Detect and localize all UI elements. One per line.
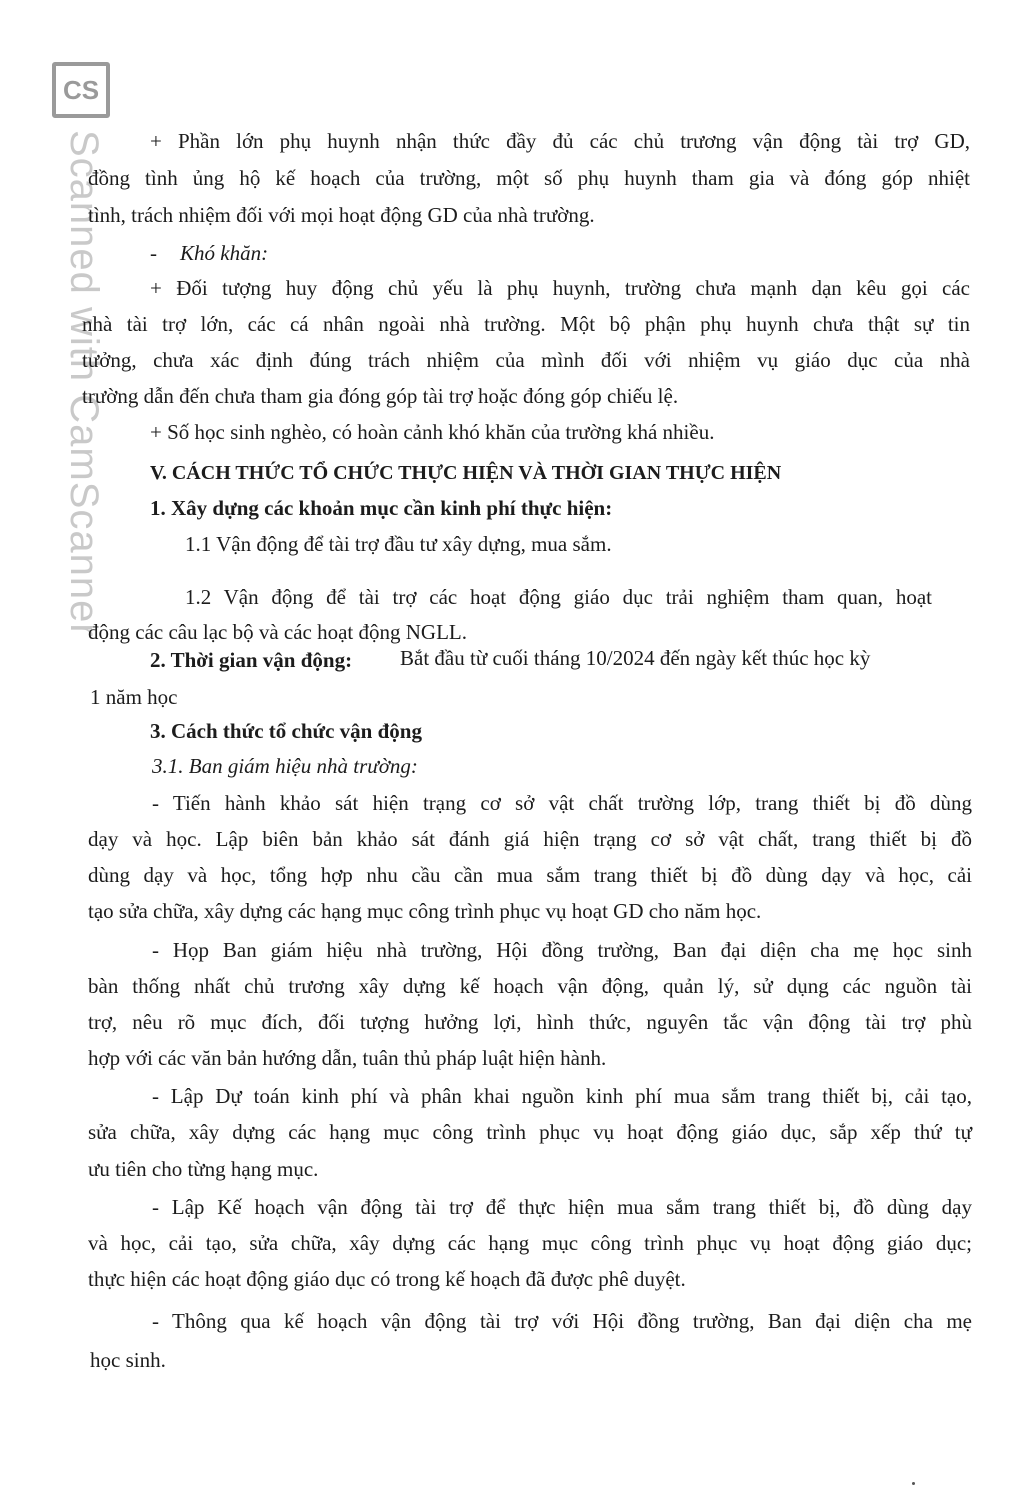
text-line: ưu tiên cho từng hạng mục. [88, 1157, 319, 1181]
text-line: tạo sửa chữa, xây dựng các hạng mục công trình phục vụ hoạt GD cho năm học. [88, 899, 762, 923]
heading-item-3-1: 3.1. Ban giám hiệu nhà trường: [152, 754, 418, 778]
section-heading-v: V. CÁCH THỨC TỔ CHỨC THỰC HIỆN VÀ THỜI GIAN THỰC HIỆN [150, 462, 782, 484]
text-line: thực hiện các hoạt động giáo dục có trong kế hoạch đã được phê duyệt. [88, 1267, 686, 1291]
text-line: Bắt đầu từ cuối tháng 10/2024 đến ngày kết thúc học kỳ [400, 646, 871, 670]
text-line: sửa chữa, xây dựng các hạng mục công trình phục vụ hoạt động giáo dục, sắp xếp thứ tự [88, 1120, 972, 1144]
text-line: - Lập Dự toán kinh phí và phân khai nguồn kinh phí mua sắm trang thiết bị, cải tạo, [152, 1084, 972, 1108]
text-line: và học, cải tạo, sửa chữa, xây dựng các hạng mục công trình phục vụ hoạt động giáo dục; [88, 1231, 972, 1255]
text-line: dạy và học. Lập biên bản khảo sát đánh giá hiện trạng cơ sở vật chất, trang thiết bị đồ [88, 827, 972, 851]
text-line: hợp với các văn bản hướng dẫn, tuân thủ pháp luật hiện hành. [88, 1046, 607, 1070]
text-line: dùng dạy và học, tổng hợp nhu cầu cần mua sắm trang thiết bị đồ dùng dạy và học, cải [88, 863, 972, 887]
heading-item-1: 1. Xây dựng các khoản mục cần kinh phí thực hiện: [150, 496, 613, 520]
text-line: tưởng, chưa xác định đúng trách nhiệm của mình đối với nhiệm vụ giáo dục của nhà [82, 348, 970, 372]
subsection-heading-difficulties: Khó khăn: [180, 241, 269, 265]
text-line: nhà tài trợ lớn, các cá nhân ngoài nhà trường. Một bộ phận phụ huynh chưa thật sự tin [82, 312, 970, 336]
text-line: động các câu lạc bộ và các hoạt động NGLL. [88, 620, 468, 644]
text-line: + Đối tượng huy động chủ yếu là phụ huynh, trường chưa mạnh dạn kêu gọi các [150, 276, 970, 300]
heading-item-2: 2. Thời gian vận động: [150, 648, 353, 672]
camscanner-logo-icon: CS [52, 62, 110, 118]
text-line: + Phần lớn phụ huynh nhận thức đầy đủ các chủ trương vận động tài trợ GD, [150, 129, 970, 153]
text-line: đồng tình ủng hộ kế hoạch của trường, một số phụ huynh tham gia và đóng góp nhiệt [88, 166, 970, 190]
text-line: học sinh. [90, 1348, 166, 1372]
text-line: 1.2 Vận động để tài trợ các hoạt động giáo dục trải nghiệm tham quan, hoạt [185, 585, 932, 609]
text-line: - Lập Kế hoạch vận động tài trợ để thực hiện mua sắm trang thiết bị, đồ dùng dạy [152, 1195, 972, 1219]
text-line: tình, trách nhiệm đối với mọi hoạt động GD của nhà trường. [88, 203, 595, 227]
heading-item-3: 3. Cách thức tổ chức vận động [150, 719, 422, 743]
camscanner-watermark-text: Scanned with CamScanner [62, 130, 106, 638]
text-line: - Thông qua kế hoạch vận động tài trợ với Hội đồng trường, Ban đại diện cha mẹ [152, 1309, 972, 1333]
text-line: - Tiến hành khảo sát hiện trạng cơ sở vật chất trường lớp, trang thiết bị đồ dùng [152, 791, 972, 815]
text-line: 1 năm học [90, 685, 178, 709]
text-line: trường dẫn đến chưa tham gia đóng góp tài trợ hoặc đóng góp chiếu lệ. [82, 384, 679, 408]
list-dash: - [150, 241, 157, 265]
scan-speck [912, 1482, 915, 1485]
text-line: bàn thống nhất chủ trương xây dựng kế hoạch vận động, quản lý, sử dụng các nguồn tài [88, 974, 972, 998]
text-line: - Họp Ban giám hiệu nhà trường, Hội đồng trường, Ban đại diện cha mẹ học sinh [152, 938, 972, 962]
text-line: + Số học sinh nghèo, có hoàn cảnh khó khăn của trường khá nhiều. [150, 420, 715, 444]
text-line: trợ, nêu rõ mục đích, đối tượng hưởng lợi, hình thức, nguyên tắc vận động tài trợ phù [88, 1010, 972, 1034]
text-line: 1.1 Vận động để tài trợ đầu tư xây dựng, mua sắm. [185, 532, 612, 556]
